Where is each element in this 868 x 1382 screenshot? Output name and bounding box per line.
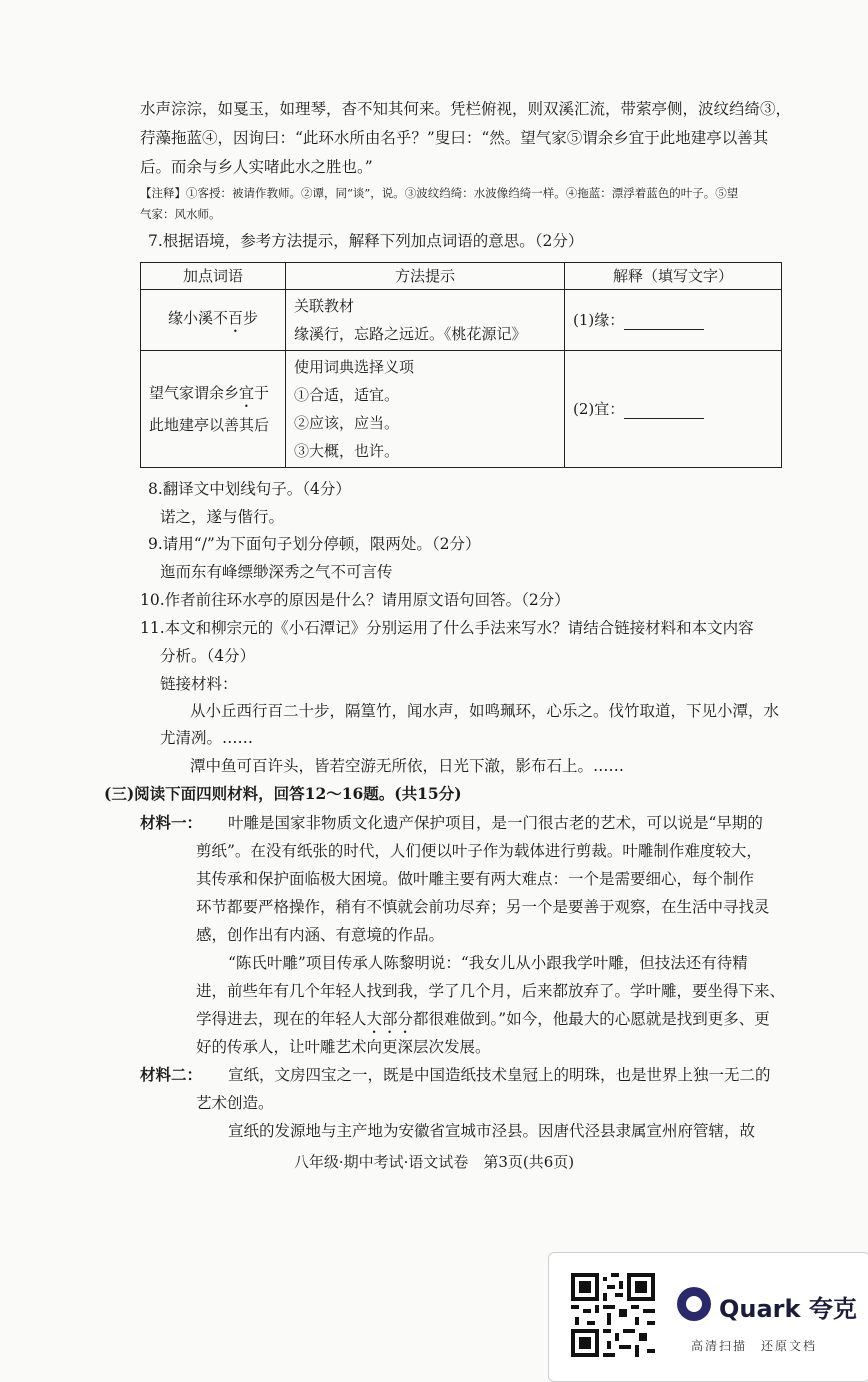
passage-line: 荇藻拖蓝④，因询曰：“此环水所由名乎？”叟曰：“然。望气家⑤谓余乡宜于此地建亭以善其 [140,129,769,147]
section-title: (三)阅读下面四则材料，回答12～16题。(共15分) [104,784,462,803]
question-7-table [140,262,782,468]
table-header: 方法提示 [286,263,565,290]
question-9-stem: 9.请用“/”为下面句子划分停顿，限两处。（2分） [148,535,481,553]
material-line: 好的传承人，让叶雕艺术向更深层次发展。 [196,1038,491,1056]
qr-code-icon [571,1273,655,1357]
material-line: 剪纸”。在没有纸张的时代，人们便以叶子作为载体进行剪裁。叶雕制作难度较大， [196,842,762,860]
answer-blank[interactable] [624,402,704,419]
link-material-line: 潭中鱼可百许头，皆若空游无所依，日光下澈，影布石上。…… [190,757,625,775]
question-9-text: 迤而东有峰缥缈深秀之气不可言传 [160,563,393,581]
link-material-line: 从小丘西行百二十步，隔篁竹，闻水声，如鸣珮环，心乐之。伐竹取道，下见小潭，水 [190,702,780,720]
question-8-stem: 8.翻译文中划线句子。（4分） [148,480,351,498]
method-hint-2: 使用词典选择义项 ①合适，适宜。 ②应该，应当。 ③大概，也许。 [286,351,565,468]
dotted-phrase-1: 缘小溪不百步 [141,290,286,351]
link-material-line: 尤清冽。…… [160,729,254,747]
quark-watermark [548,1252,868,1382]
link-material-label: 链接材料： [160,675,238,693]
material-line: “陈氏叶雕”项目传承人陈黎明说：“我女儿从小跟我学叶雕，但技法还有待精 [228,954,748,972]
quark-logo-icon [677,1287,711,1321]
material-line: 叶雕是国家非物质文化遗产保护项目，是一门很古老的艺术，可以说是“早期的 [228,814,763,832]
question-11-stem: 分析。（4分） [160,647,256,665]
question-8-text: 诺之，遂与偕行。 [160,508,285,526]
question-10-stem: 10.作者前往环水亭的原因是什么？请用原文语句回答。（2分） [140,591,570,609]
material-line: 进，前些年有几个年轻人找到我，学了几个月，后来都放弃了。学叶雕，要坐得下来、 [196,982,786,1000]
answer-cell-2[interactable]: (2)宜： [565,351,782,468]
material-line: 学得进去，现在的年轻人大部分都很难做到。”如今，他最大的心愿就是找到更多、更 [196,1010,770,1028]
material-line: 宣纸的发源地与主产地为安徽省宣城市泾县。因唐代泾县隶属宣州府管辖，故 [228,1122,756,1140]
question-11-stem: 11.本文和柳宗元的《小石潭记》分别运用了什么手法来写水？请结合链接材料和本文内容 [140,619,754,637]
material-line: 艺术创造。 [196,1094,274,1112]
annotation-line: 【注释】①客授：被请作教师。②谭，同“谈”，说。③波纹绉绮：水波像绉绮一样。④拖蓝：漂浮着蓝色的叶子。⑤望 [140,186,739,200]
question-7-stem: 7.根据语境，参考方法提示，解释下列加点词语的意思。（2分） [148,232,584,250]
quark-slogan: 高清扫描 还原文档 [691,1339,818,1353]
material-line: 环节都要严格操作，稍有不慎就会前功尽弃；另一个是要善于观察，在生活中寻找灵 [196,898,770,916]
passage-line: 后。而余与乡人实啫此水之胜也。” [140,158,373,176]
material-line: 感，创作出有内涵、有意境的作品。 [196,926,445,944]
passage-line: 水声淙淙，如戛玉，如理琴，杳不知其何来。凭栏俯视，则双溪汇流，带萦亭侧，波纹绉绮③， [140,100,792,118]
answer-blank[interactable] [624,313,704,330]
method-hint-1: 关联教材 缘溪行，忘路之远近。《桃花源记》 [286,290,565,351]
material-1-label: 材料一： [140,813,203,832]
material-line: 宣纸，文房四宝之一，既是中国造纸技术皇冠上的明珠，也是世界上独一无二的 [228,1066,771,1084]
dotted-phrase-2: 望气家谓余乡宜于 此地建亭以善其后 [141,351,286,468]
table-header: 加点词语 [141,263,286,290]
answer-cell-1[interactable]: (1)缘： [565,290,782,351]
table-header: 解释（填写文字） [565,263,782,290]
page-footer: 八年级·期中考试·语文试卷 第3页(共6页) [293,1153,575,1171]
annotation-line: 气家：风水师。 [140,207,221,221]
material-line: 其传承和保护面临极大困境。做叶雕主要有两大难点：一个是需要细心，每个制作 [196,870,755,888]
quark-brand-name: Quark 夸克 [719,1295,857,1323]
material-2-label: 材料二： [140,1065,203,1084]
